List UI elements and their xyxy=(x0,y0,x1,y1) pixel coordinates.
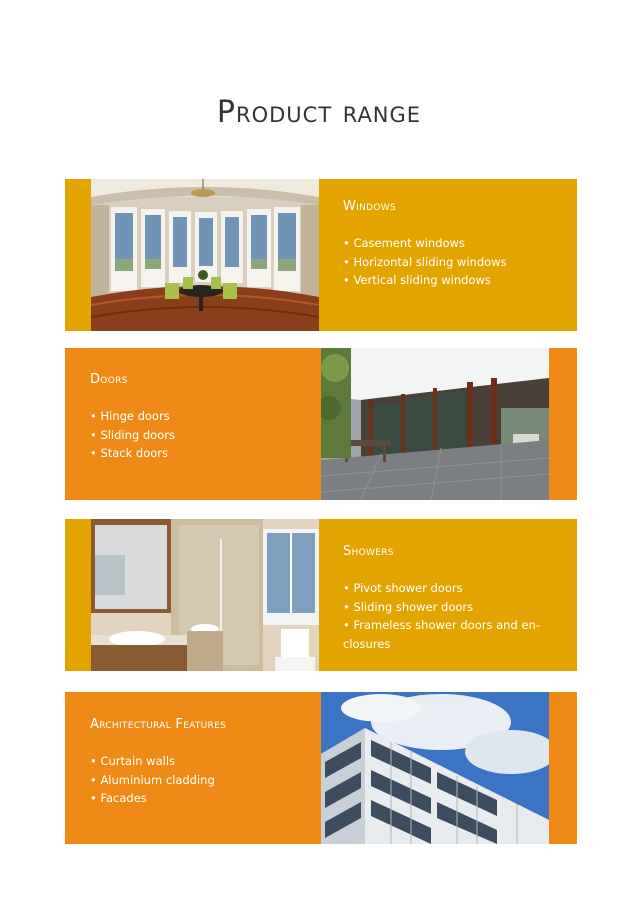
bathroom-glass-shower-photo xyxy=(91,519,319,671)
list-item: • Horizontal sliding windows xyxy=(343,254,507,269)
list-item: • Frameless shower doors and en- xyxy=(343,618,540,632)
feature-list xyxy=(343,234,553,290)
list-item: • Stack doors xyxy=(90,446,169,460)
list-item: • Curtain walls xyxy=(90,754,176,768)
architecture-photo xyxy=(321,692,549,844)
section-showers xyxy=(65,519,577,671)
showers-photo xyxy=(91,519,319,671)
section-architectural-features xyxy=(65,692,577,844)
section-windows xyxy=(65,179,577,331)
patio-stack-doors-photo xyxy=(321,348,549,500)
list-item: • Hinge doors xyxy=(90,409,170,423)
windows-text xyxy=(343,199,553,351)
section-heading: Architectural Features xyxy=(90,717,227,732)
windows-photo xyxy=(91,179,319,331)
section-heading: Windows xyxy=(343,199,396,214)
list-item: • Casement windows xyxy=(343,236,465,250)
architectural-text xyxy=(90,717,310,869)
list-item: • Sliding shower doors xyxy=(343,599,474,614)
section-heading: Doors xyxy=(90,372,128,387)
feature-list xyxy=(90,752,310,808)
list-item: • Sliding doors xyxy=(90,427,175,442)
section-doors xyxy=(65,348,577,500)
page-title: Product range xyxy=(216,95,422,130)
list-item: • Vertical sliding windows xyxy=(343,273,491,287)
section-heading: Showers xyxy=(343,544,394,559)
doors-photo xyxy=(321,348,549,500)
showers-text xyxy=(343,544,545,696)
list-item: • Facades xyxy=(90,791,147,805)
glass-building-facade-photo xyxy=(321,692,549,844)
feature-list xyxy=(90,407,310,463)
feature-list xyxy=(343,579,545,653)
list-item: closures xyxy=(343,636,391,651)
bay-window-dining-room-photo xyxy=(91,179,319,331)
list-item: • Aluminium cladding xyxy=(90,772,215,787)
list-item: • Pivot shower doors xyxy=(343,581,463,595)
doors-text xyxy=(90,372,310,524)
